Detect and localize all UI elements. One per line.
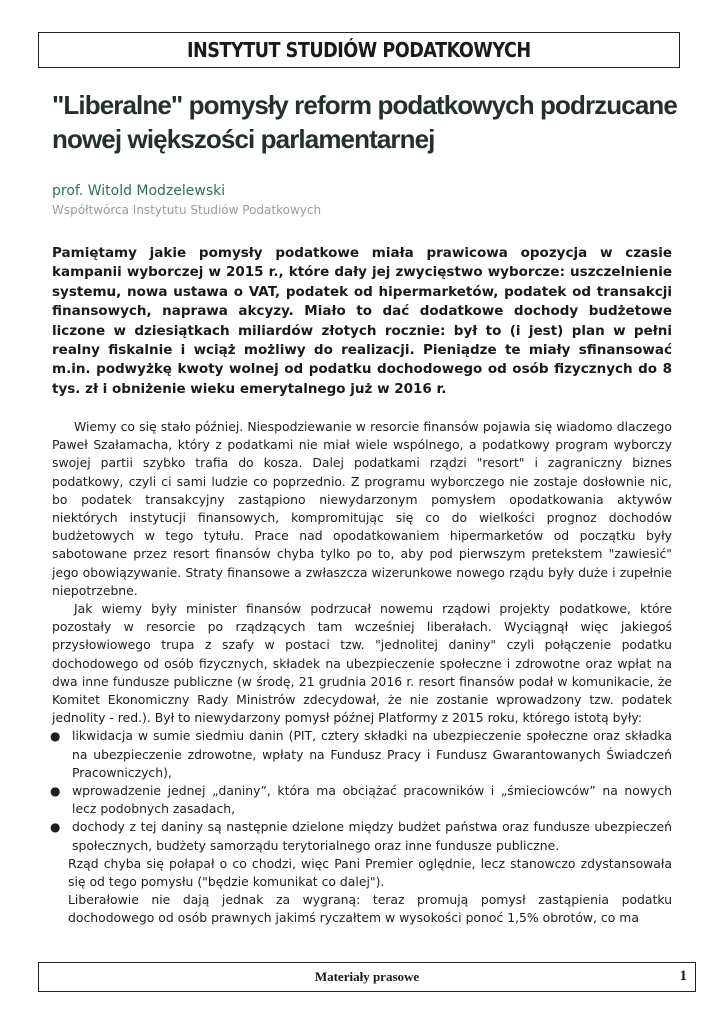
bullet-icon: ● xyxy=(50,820,61,835)
body-paragraph: Rząd chyba się połapał o co chodzi, więc Pani Premier oględnie, lecz stanowczo zdystansowała się od tego pomysłu ("będzie komunikat co dalej"). xyxy=(68,855,672,890)
footer-label: Materiały prasowe xyxy=(314,969,420,984)
body-paragraph: Liberałowie nie dają jednak za wygraną: teraz promują pomysł zastąpienia podatku dochodowego od osób prawnych jakimś ryczałtem w wysokości ponoć 1,5% obrotów, co ma xyxy=(68,892,672,926)
article-body xyxy=(52,418,672,928)
lead-paragraph: Pamiętamy jakie pomysły podatkowe miała prawicowa opozycja w czasie kampanii wyborczej w 2015 r., które dały jej zwycięstwo wyborcze: uszczelnienie systemu, nowa ustawa o VAT, podatek od hipermarketów, podatek od transakcji finansowych, naprawa akcyzy. Miało to dać dodatkowe dochody budżetowe liczone w dziesiątkach miliardów złotych rocznie: był to (i jest) plan w pełni realny fiskalnie i wciąż możliwy do realizacji. Pieniądze te miały sfinansować m.in. podwyżkę kwoty wolnej od podatku dochodowego od osób fizycznych do 8 tys. zł i obniżenie wieku emerytalnego już w 2016 r. xyxy=(52,245,672,397)
list-item xyxy=(52,782,672,818)
list-item-text: likwidacja w sumie siedmiu danin (PIT, cztery składki na ubezpieczenie społeczne oraz składka na ubezpieczenie zdrowotne, wpłaty na Fundusz Pracy i Fundusz Gwarantowanych Świadczeń Pracowniczych), xyxy=(72,728,672,780)
author-name: prof. Witold Modzelewski xyxy=(52,183,226,199)
list-item-text: dochody z tej daniny są następnie dzielone między budżet państwa oraz fundusze ubezpieczeń społecznych, budżety samorządu terytorialnego oraz inne fundusze publiczne. xyxy=(72,819,672,853)
page-number: 1 xyxy=(679,968,687,984)
list-item xyxy=(52,727,672,782)
article-title: "Liberalne" pomysły reform podatkowych podrzucane nowej większości parlamentarnej xyxy=(52,90,677,154)
body-paragraph: Wiemy co się stało później. Niespodziewanie w resorcie finansów pojawia się wiadomo dlaczego Paweł Szałamacha, który z podatkami nie miał wiele wspólnego, a podatkowy program wyborczy swojej partii szybko trafia do kosza. Dalej podatkami rządzi "resort" i zagraniczny biznes podatkowy, czyli ci sami ludzie co poprzednio. Z programu wyborczego nie zostaje dosłownie nic, bo podatek transakcyjny zastąpiono niewydarzonym pomysłem opodatkowania aktywów niektórych instytucji finansowych, kompromitując się co do wielkości prognoz dochodów budżetowych w tego tytułu. Prace nad opodatkowaniem hipermarketów od początku były sabotowane przez resort finansów chyba tylko po to, aby pod pierwszym pretekstem "zawiesić" jego obowiązywanie. Straty finansowe a zwłaszcza wizerunkowe nowego rządu były duże i zupełnie niepotrzebne. xyxy=(52,419,672,598)
list-item xyxy=(52,818,672,854)
institute-name: INSTYTUT STUDIÓW PODATKOWYCH xyxy=(187,38,531,62)
bullet-list xyxy=(52,727,672,854)
bullet-icon: ● xyxy=(50,784,61,799)
author-affiliation: Współtwórca Instytutu Studiów Podatkowych xyxy=(52,203,322,217)
footer-box xyxy=(38,962,696,992)
body-paragraph: Jak wiemy były minister finansów podrzucał nowemu rządowi projekty podatkowe, które pozostały w resorcie po rządzących tam wcześniej liberałach. Wyciągnął więc jakiegoś przysłowiowego trupa z szafy w postaci tzw. "jednolitej daniny" czyli połączenie podatku dochodowego od osób fizycznych, składek na ubezpieczenie społeczne i zdrowotne oraz wpłat na dwa inne fundusze publiczne (w środę, 21 grudnia 2016 r. resort finansów podał w komunikacie, że Komitet Ekonomiczny Rady Ministrów zdecydował, że nie zostanie wprowadzony tzw. podatek jednolity - red.). Był to niewydarzony pomysł późnej Platformy z 2015 roku, którego istotą były: xyxy=(52,601,672,726)
list-item-text: wprowadzenie jednej „daniny”, która ma obciążać pracowników i „śmieciowców” na nowych lecz podobnych zasadach, xyxy=(72,783,672,817)
header-box xyxy=(38,32,680,68)
bullet-icon: ● xyxy=(50,729,61,744)
